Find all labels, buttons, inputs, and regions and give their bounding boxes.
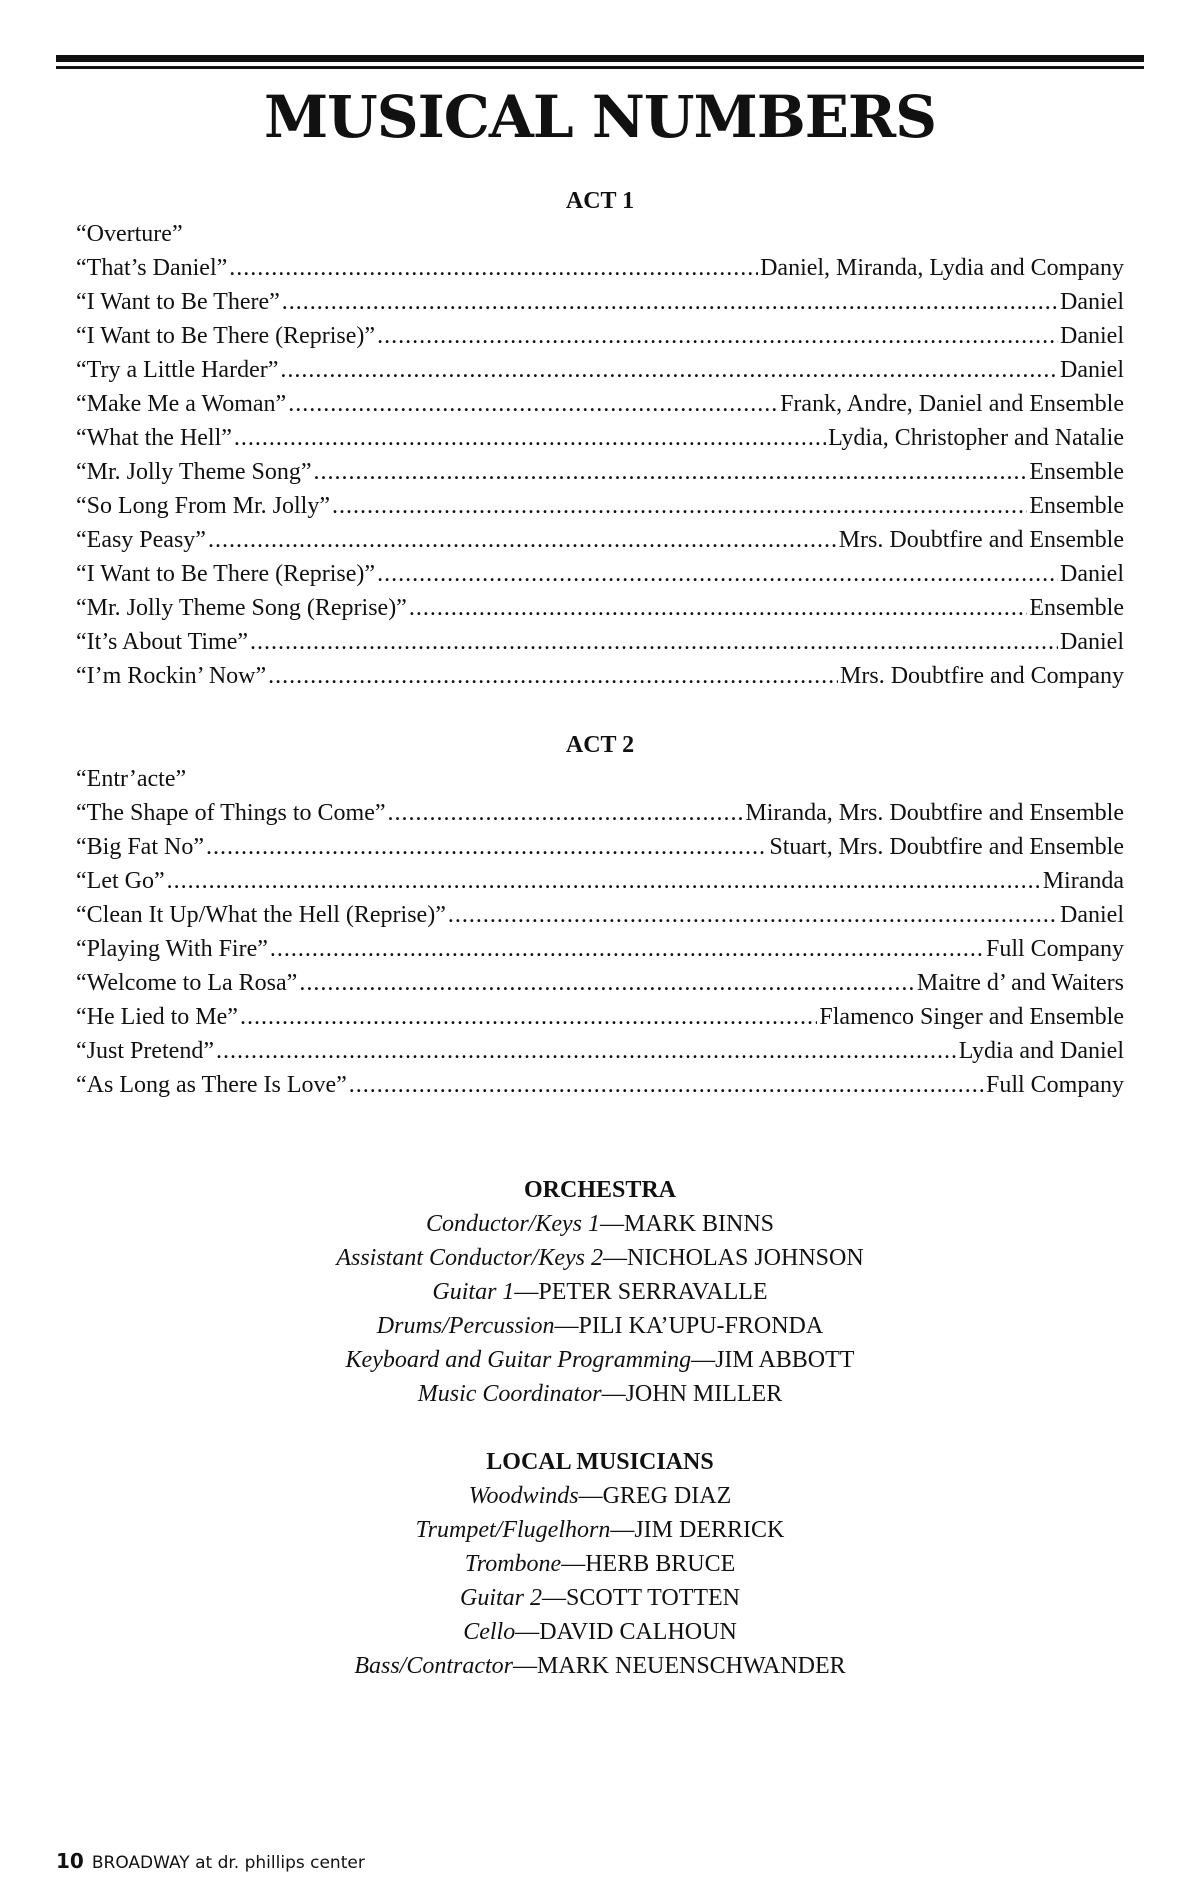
credit-line bbox=[0, 1615, 1200, 1649]
song-performer: Mrs. Doubtfire and Ensemble bbox=[838, 527, 1124, 553]
song-title: “Mr. Jolly Theme Song (Reprise)” bbox=[76, 595, 407, 621]
em-dash: — bbox=[561, 1551, 586, 1577]
em-dash: — bbox=[691, 1347, 716, 1373]
song-title: “I Want to Be There (Reprise)” bbox=[76, 561, 376, 587]
credit-line bbox=[0, 1649, 1200, 1683]
credit-role: Cello bbox=[463, 1619, 516, 1645]
song-row bbox=[76, 659, 1124, 693]
song-row bbox=[76, 864, 1124, 898]
song-performer: Stuart, Mrs. Doubtfire and Ensemble bbox=[769, 834, 1124, 860]
song-performer: Frank, Andre, Daniel and Ensemble bbox=[780, 391, 1124, 417]
top-rule-thin bbox=[56, 66, 1144, 69]
credit-line bbox=[0, 1309, 1200, 1343]
song-row bbox=[76, 932, 1124, 966]
song-row bbox=[76, 421, 1124, 455]
song-title: “He Lied to Me” bbox=[76, 1004, 238, 1030]
credit-role: Guitar 1 bbox=[432, 1279, 515, 1305]
credit-role: Assistant Conductor/Keys 2 bbox=[336, 1245, 603, 1271]
leader-dots bbox=[409, 591, 1028, 625]
song-row bbox=[76, 625, 1124, 659]
local-musicians-heading: LOCAL MUSICIANS bbox=[486, 1449, 714, 1475]
song-row bbox=[76, 762, 1124, 796]
credit-line bbox=[0, 1207, 1200, 1241]
credit-name: PILI KA’UPU-FRONDA bbox=[578, 1313, 824, 1339]
song-title: “Try a Little Harder” bbox=[76, 357, 279, 383]
song-row bbox=[76, 557, 1124, 591]
act2-heading: ACT 2 bbox=[565, 732, 635, 758]
act1-heading: ACT 1 bbox=[565, 188, 635, 214]
song-performer: Full Company bbox=[985, 1072, 1124, 1098]
leader-dots bbox=[270, 932, 984, 966]
song-title: “Entr’acte” bbox=[76, 766, 187, 792]
song-row bbox=[76, 1000, 1124, 1034]
song-performer: Daniel bbox=[1060, 902, 1124, 928]
em-dash: — bbox=[578, 1483, 603, 1509]
leader-dots bbox=[206, 830, 767, 864]
song-title: “The Shape of Things to Come” bbox=[76, 800, 386, 826]
credit-name: JIM ABBOTT bbox=[715, 1347, 855, 1373]
song-title: “Let Go” bbox=[76, 868, 165, 894]
song-title: “Overture” bbox=[76, 221, 183, 247]
credit-role: Music Coordinator bbox=[417, 1381, 602, 1407]
orchestra-section bbox=[0, 1173, 1200, 1411]
song-performer: Flamenco Singer and Ensemble bbox=[819, 1004, 1124, 1030]
leader-dots bbox=[377, 557, 1058, 591]
song-row bbox=[76, 217, 1124, 251]
song-title: “As Long as There Is Love” bbox=[76, 1072, 347, 1098]
leader-dots bbox=[216, 1034, 957, 1068]
leader-dots bbox=[288, 387, 778, 421]
song-title: “So Long From Mr. Jolly” bbox=[76, 493, 331, 519]
song-row bbox=[76, 1034, 1124, 1068]
song-title: “That’s Daniel” bbox=[76, 255, 228, 281]
publication-name: BROADWAY at dr. phillips center bbox=[91, 1853, 365, 1873]
leader-dots bbox=[229, 251, 758, 285]
leader-dots bbox=[332, 489, 1027, 523]
local-musicians-members bbox=[0, 1479, 1200, 1683]
em-dash: — bbox=[515, 1619, 540, 1645]
leader-dots bbox=[299, 966, 915, 1000]
song-row bbox=[76, 830, 1124, 864]
credit-role: Woodwinds bbox=[468, 1483, 579, 1509]
song-performer: Mrs. Doubtfire and Company bbox=[840, 663, 1124, 689]
credit-name: PETER SERRAVALLE bbox=[538, 1279, 768, 1305]
leader-dots bbox=[234, 421, 826, 455]
song-performer: Full Company bbox=[985, 936, 1124, 962]
song-performer: Daniel bbox=[1060, 323, 1124, 349]
credit-name: GREG DIAZ bbox=[602, 1483, 732, 1509]
leader-dots bbox=[314, 455, 1028, 489]
song-performer: Daniel bbox=[1060, 561, 1124, 587]
song-title: “I’m Rockin’ Now” bbox=[76, 663, 267, 689]
song-performer: Maitre d’ and Waiters bbox=[916, 970, 1124, 996]
credit-name: HERB BRUCE bbox=[585, 1551, 736, 1577]
credit-line bbox=[0, 1377, 1200, 1411]
credit-role: Keyboard and Guitar Programming bbox=[345, 1347, 692, 1373]
song-performer: Miranda, Mrs. Doubtfire and Ensemble bbox=[745, 800, 1124, 826]
orchestra-members bbox=[0, 1207, 1200, 1411]
song-row bbox=[76, 489, 1124, 523]
top-rule-thick bbox=[56, 55, 1144, 62]
song-performer: Daniel bbox=[1060, 289, 1124, 315]
em-dash: — bbox=[602, 1245, 627, 1271]
em-dash: — bbox=[601, 1381, 626, 1407]
credit-name: DAVID CALHOUN bbox=[539, 1619, 737, 1645]
song-row bbox=[76, 1068, 1124, 1102]
song-performer: Daniel, Miranda, Lydia and Company bbox=[760, 255, 1124, 281]
credit-role: Guitar 2 bbox=[459, 1585, 542, 1611]
credit-line bbox=[0, 1343, 1200, 1377]
page-footer bbox=[56, 1850, 365, 1874]
page-title: MUSICAL NUMBERS bbox=[263, 83, 937, 151]
song-performer: Lydia and Daniel bbox=[958, 1038, 1124, 1064]
song-title: “Welcome to La Rosa” bbox=[76, 970, 298, 996]
leader-dots bbox=[349, 1068, 984, 1102]
song-row bbox=[76, 285, 1124, 319]
credit-line bbox=[0, 1479, 1200, 1513]
local-musicians-section bbox=[0, 1445, 1200, 1683]
song-performer: Ensemble bbox=[1029, 459, 1124, 485]
song-title: “I Want to Be There” bbox=[76, 289, 280, 315]
song-title: “Make Me a Woman” bbox=[76, 391, 287, 417]
song-performer: Ensemble bbox=[1029, 595, 1124, 621]
leader-dots bbox=[250, 625, 1058, 659]
credit-name: MARK BINNS bbox=[623, 1211, 775, 1237]
leader-dots bbox=[280, 353, 1058, 387]
credit-line bbox=[0, 1241, 1200, 1275]
credit-name: NICHOLAS JOHNSON bbox=[626, 1245, 864, 1271]
song-row bbox=[76, 319, 1124, 353]
leader-dots bbox=[240, 1000, 817, 1034]
credit-role: Trombone bbox=[464, 1551, 562, 1577]
leader-dots bbox=[282, 285, 1058, 319]
credit-name: JOHN MILLER bbox=[625, 1381, 783, 1407]
song-performer: Ensemble bbox=[1029, 493, 1124, 519]
song-title: “What the Hell” bbox=[76, 425, 232, 451]
song-title: “Big Fat No” bbox=[76, 834, 204, 860]
credit-name: MARK NEUENSCHWANDER bbox=[537, 1653, 846, 1679]
song-title: “Easy Peasy” bbox=[76, 527, 206, 553]
leader-dots bbox=[167, 864, 1041, 898]
song-row bbox=[76, 898, 1124, 932]
song-title: “Just Pretend” bbox=[76, 1038, 214, 1064]
song-row bbox=[76, 387, 1124, 421]
song-row bbox=[76, 251, 1124, 285]
song-row bbox=[76, 353, 1124, 387]
leader-dots bbox=[268, 659, 838, 693]
em-dash: — bbox=[554, 1313, 579, 1339]
em-dash: — bbox=[542, 1585, 566, 1611]
song-title: “It’s About Time” bbox=[76, 629, 249, 655]
em-dash: — bbox=[610, 1517, 635, 1543]
credit-line bbox=[0, 1581, 1200, 1615]
em-dash: — bbox=[599, 1211, 624, 1237]
em-dash: — bbox=[513, 1653, 537, 1679]
credit-line bbox=[0, 1275, 1200, 1309]
credit-role: Drums/Percussion bbox=[376, 1313, 555, 1339]
song-performer: Daniel bbox=[1060, 357, 1124, 383]
leader-dots bbox=[448, 898, 1058, 932]
credit-name: JIM DERRICK bbox=[634, 1517, 785, 1543]
song-row bbox=[76, 796, 1124, 830]
page-number: 10 bbox=[56, 1849, 84, 1873]
credit-line bbox=[0, 1513, 1200, 1547]
leader-dots bbox=[388, 796, 744, 830]
leader-dots bbox=[377, 319, 1058, 353]
song-title: “Playing With Fire” bbox=[76, 936, 268, 962]
song-row bbox=[76, 966, 1124, 1000]
credit-line bbox=[0, 1547, 1200, 1581]
song-title: “Mr. Jolly Theme Song” bbox=[76, 459, 312, 485]
credit-name: SCOTT TOTTEN bbox=[566, 1585, 741, 1611]
song-row bbox=[76, 591, 1124, 625]
song-title: “Clean It Up/What the Hell (Reprise)” bbox=[76, 902, 446, 928]
song-title: “I Want to Be There (Reprise)” bbox=[76, 323, 376, 349]
song-performer: Lydia, Christopher and Natalie bbox=[828, 425, 1124, 451]
leader-dots bbox=[208, 523, 837, 557]
credit-role: Bass/Contractor bbox=[354, 1653, 513, 1679]
credit-role: Conductor/Keys 1 bbox=[425, 1211, 600, 1237]
act2-song-list bbox=[76, 762, 1124, 1102]
song-performer: Miranda bbox=[1042, 868, 1124, 894]
act1-song-list bbox=[76, 217, 1124, 693]
song-performer: Daniel bbox=[1060, 629, 1124, 655]
orchestra-heading: ORCHESTRA bbox=[523, 1177, 677, 1203]
song-row bbox=[76, 523, 1124, 557]
em-dash: — bbox=[514, 1279, 539, 1305]
song-row bbox=[76, 455, 1124, 489]
credit-role: Trumpet/Flugelhorn bbox=[415, 1517, 611, 1543]
